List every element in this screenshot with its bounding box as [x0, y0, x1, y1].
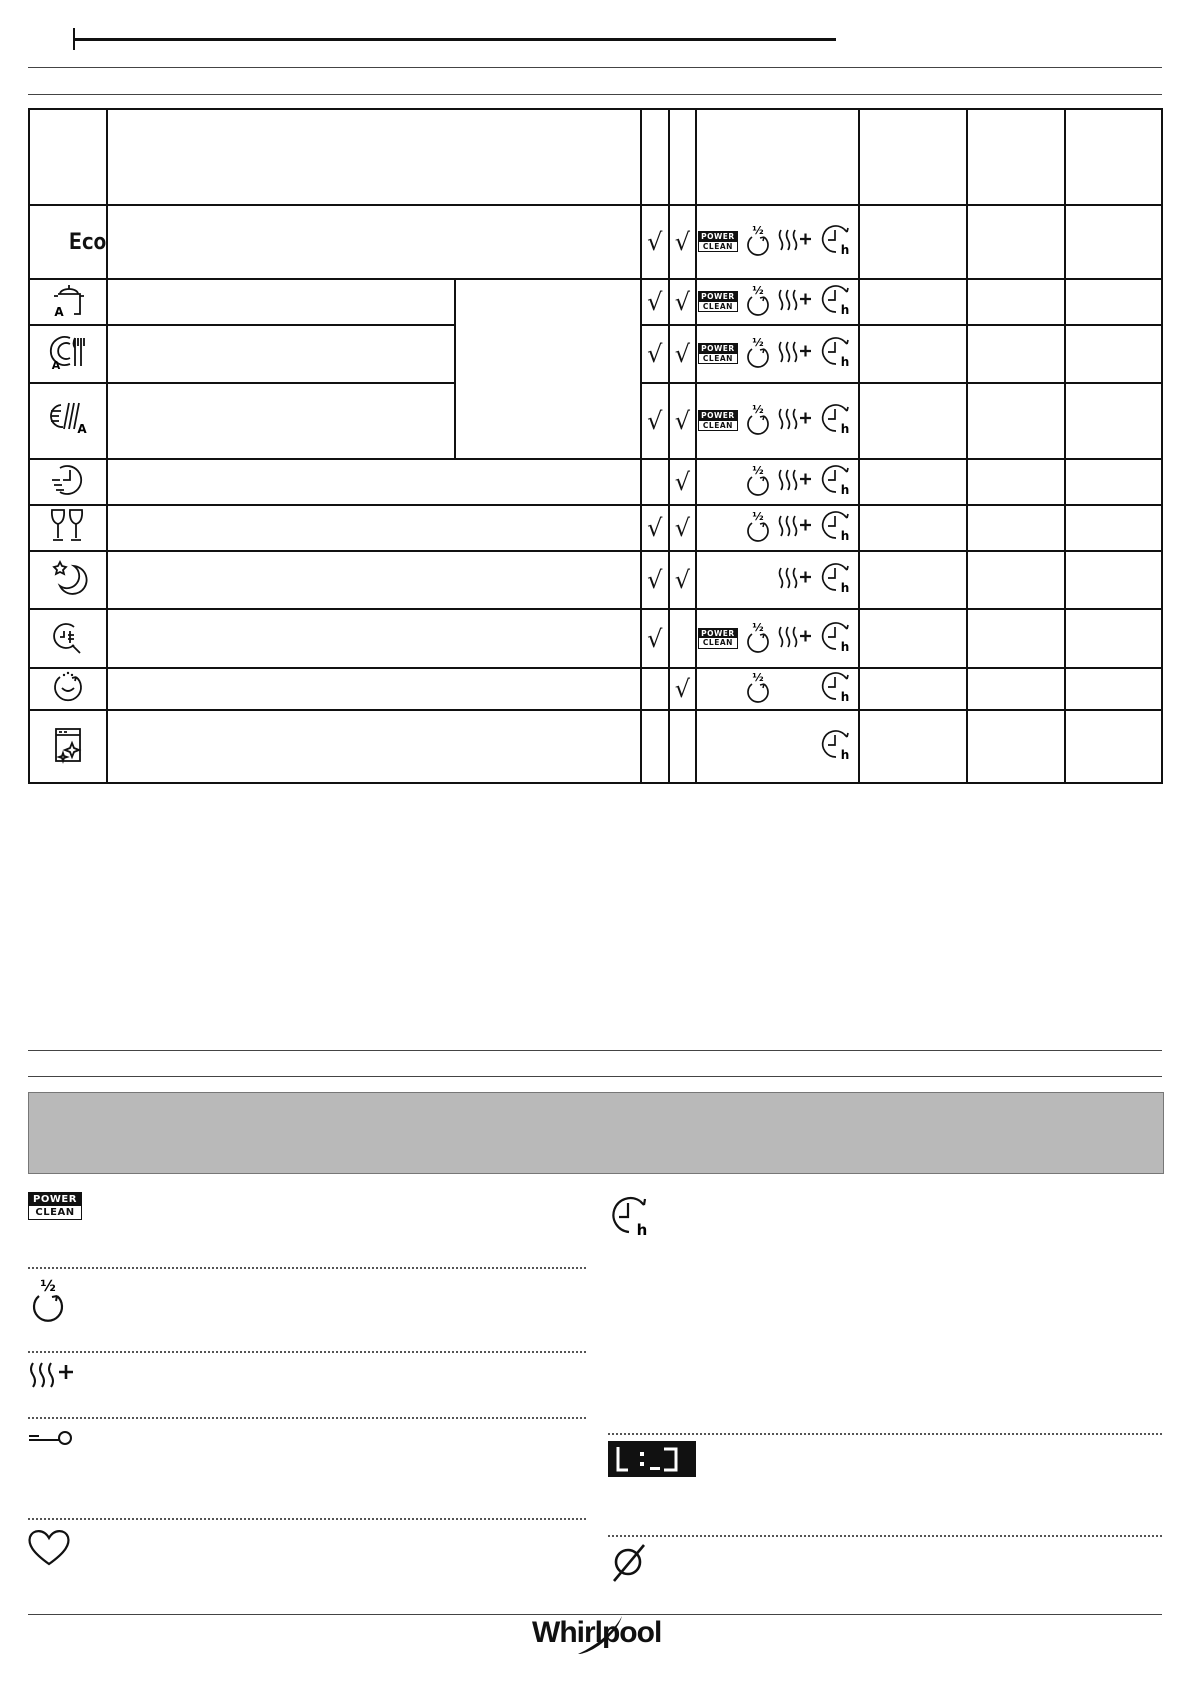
- svg-text:h: h: [840, 483, 850, 497]
- half-load-icon: [744, 402, 772, 436]
- half-load-icon: [744, 223, 772, 257]
- program-description-cell: [107, 668, 640, 710]
- check-cell: √: [641, 551, 669, 609]
- program-description-cell: [107, 325, 455, 383]
- value-cell: [859, 505, 967, 551]
- check-cell: √: [669, 668, 696, 710]
- check-cell: √: [641, 505, 669, 551]
- glasses-cutlery-auto-icon: [47, 399, 89, 439]
- rapid-search-icon: [48, 617, 88, 657]
- display-icon: [608, 1441, 696, 1481]
- value-cell: [1065, 205, 1163, 279]
- program-row: [29, 609, 1162, 668]
- program-icon-cell: [29, 551, 107, 609]
- dotted-separator: [28, 1417, 586, 1419]
- check-cell: √: [641, 325, 669, 383]
- check-cell: √: [641, 205, 669, 279]
- svg-text:h: h: [840, 355, 850, 369]
- delay-start-icon: [820, 335, 854, 369]
- dotted-separator: [28, 1518, 586, 1520]
- value-cell: [1065, 551, 1163, 609]
- header-cell: [641, 109, 669, 205]
- svg-text:½: ½: [752, 464, 764, 477]
- program-table: [28, 108, 1163, 784]
- options-cell: [696, 710, 859, 783]
- value-cell: [1065, 609, 1163, 668]
- check-cell: √: [669, 205, 696, 279]
- svg-text:½: ½: [752, 224, 764, 237]
- value-cell: [1065, 459, 1163, 505]
- wine-glasses-icon: [48, 506, 88, 546]
- value-cell: [859, 710, 967, 783]
- value-cell: [1065, 279, 1163, 325]
- header-cell: [29, 109, 107, 205]
- svg-text:h: h: [636, 1221, 648, 1239]
- value-cell: [967, 668, 1064, 710]
- svg-text:h: h: [840, 639, 850, 654]
- svg-text:A: A: [54, 305, 64, 319]
- header-cell: [967, 109, 1064, 205]
- power-clean-icon: POWER CLEAN: [698, 291, 738, 312]
- tablet-key-icon: [28, 1426, 76, 1452]
- delay-start-icon: [820, 463, 854, 497]
- dotted-separator: [608, 1433, 1162, 1435]
- header-cell: [107, 109, 640, 205]
- table-header-row: [29, 109, 1162, 205]
- section-divider: [28, 1050, 1162, 1051]
- program-icon-cell: [29, 609, 107, 668]
- heart-icon: [26, 1528, 72, 1572]
- dotted-separator: [608, 1535, 1162, 1537]
- value-cell: [967, 505, 1064, 551]
- delay-start-icon: [820, 402, 854, 436]
- program-row: [29, 279, 1162, 325]
- program-icon-cell: [29, 205, 107, 279]
- section-divider: [28, 94, 1162, 95]
- program-row: [29, 668, 1162, 710]
- power-clean-icon: POWER CLEAN: [698, 231, 738, 252]
- program-icon-cell: [29, 668, 107, 710]
- value-cell: [859, 205, 967, 279]
- options-cell: [696, 609, 859, 668]
- options-cell: [696, 325, 859, 383]
- svg-text:h: h: [840, 529, 850, 543]
- options-cell: [696, 668, 859, 710]
- half-load-icon: [744, 463, 772, 497]
- svg-text:½: ½: [40, 1277, 56, 1295]
- power-clean-icon: POWER CLEAN: [698, 628, 738, 649]
- program-row: [29, 205, 1162, 279]
- program-icon-cell: [29, 459, 107, 505]
- value-cell: [859, 279, 967, 325]
- check-cell: [669, 609, 696, 668]
- value-cell: [967, 325, 1064, 383]
- options-cell: [696, 205, 859, 279]
- check-cell: √: [669, 551, 696, 609]
- check-cell: √: [641, 383, 669, 459]
- header-cell: [1065, 109, 1163, 205]
- delay-start-icon: [820, 728, 854, 762]
- value-cell: [859, 459, 967, 505]
- check-cell: √: [669, 505, 696, 551]
- check-cell: [669, 710, 696, 783]
- program-description-cell: [107, 609, 640, 668]
- header-cell: [669, 109, 696, 205]
- half-load-icon: [744, 620, 772, 654]
- half-load-icon: [744, 509, 772, 543]
- check-cell: √: [669, 383, 696, 459]
- check-cell: √: [641, 279, 669, 325]
- extra-dry-icon: [777, 226, 815, 254]
- half-load-icon: [744, 335, 772, 369]
- daily-quick-icon: [48, 460, 88, 500]
- program-row: [29, 710, 1162, 783]
- extra-dry-icon: [777, 623, 815, 651]
- delay-start-icon: [820, 561, 854, 595]
- svg-text:½: ½: [752, 620, 764, 634]
- section-divider: [28, 1076, 1162, 1077]
- program-description-cell: [107, 505, 640, 551]
- svg-text:h: h: [840, 243, 850, 257]
- delay-start-icon: [820, 509, 854, 543]
- half-load-icon: [26, 1276, 70, 1326]
- value-cell: [1065, 710, 1163, 783]
- value-cell: [859, 551, 967, 609]
- delay-start-icon: [820, 283, 854, 317]
- program-icon-cell: [29, 505, 107, 551]
- svg-text:A: A: [51, 359, 61, 372]
- svg-text:h: h: [840, 581, 850, 595]
- program-row: [29, 459, 1162, 505]
- check-cell: √: [669, 459, 696, 505]
- value-cell: [967, 279, 1064, 325]
- whirlpool-logo: [532, 1616, 661, 1650]
- check-cell: √: [669, 279, 696, 325]
- program-icon-cell: [29, 279, 107, 325]
- svg-text:½: ½: [752, 510, 764, 523]
- self-clean-icon: [50, 725, 86, 765]
- svg-text:h: h: [840, 303, 850, 317]
- dotted-separator: [28, 1267, 586, 1269]
- svg-text:A: A: [77, 422, 87, 436]
- program-description-cell: [107, 205, 640, 279]
- header-cell: [696, 109, 859, 205]
- value-cell: [1065, 383, 1163, 459]
- value-cell: [1065, 505, 1163, 551]
- program-description-cell: [107, 383, 455, 459]
- options-cell: [696, 551, 859, 609]
- extra-dry-icon: [777, 286, 815, 314]
- night-moon-icon: [48, 558, 88, 598]
- delay-start-icon: [608, 1193, 654, 1243]
- power-clean-icon: POWER CLEAN: [698, 343, 738, 364]
- program-group-cell: [455, 279, 641, 459]
- extra-dry-icon: [777, 466, 815, 494]
- value-cell: [859, 668, 967, 710]
- value-cell: [859, 325, 967, 383]
- svg-text:h: h: [840, 747, 850, 762]
- extra-dry-icon: [777, 405, 815, 433]
- value-cell: [967, 205, 1064, 279]
- program-icon-cell: [29, 325, 107, 383]
- half-load-icon: [744, 670, 772, 704]
- check-cell: [641, 668, 669, 710]
- svg-text:½: ½: [752, 671, 764, 684]
- header-cell: [859, 109, 967, 205]
- program-icon-cell: [29, 710, 107, 783]
- options-cell: [696, 383, 859, 459]
- svg-text:h: h: [840, 690, 850, 704]
- delay-start-icon: [820, 670, 854, 704]
- program-row: [29, 551, 1162, 609]
- value-cell: [1065, 325, 1163, 383]
- power-clean-icon: POWER CLEAN: [28, 1192, 82, 1220]
- check-cell: [641, 459, 669, 505]
- pot-auto-icon: [48, 280, 88, 320]
- value-cell: [967, 383, 1064, 459]
- extra-dry-icon: [777, 564, 815, 592]
- svg-text:h: h: [840, 422, 850, 436]
- options-cell: [696, 505, 859, 551]
- extra-dry-icon: [28, 1358, 80, 1402]
- program-icon-cell: [29, 383, 107, 459]
- value-cell: [967, 710, 1064, 783]
- header-rule: [73, 38, 836, 41]
- dotted-separator: [28, 1351, 586, 1353]
- delay-start-icon: [820, 620, 854, 654]
- program-description-cell: [107, 279, 455, 325]
- brand-wordmark: Whirlpool: [532, 1616, 662, 1649]
- check-cell: √: [641, 609, 669, 668]
- extra-dry-icon: [777, 338, 815, 366]
- half-load-icon: [744, 283, 772, 317]
- prewash-icon: [50, 669, 86, 705]
- check-cell: √: [669, 325, 696, 383]
- section-divider: [28, 67, 1162, 68]
- svg-text:½: ½: [752, 336, 764, 349]
- svg-text:½: ½: [752, 403, 764, 416]
- check-cell: [641, 710, 669, 783]
- notice-box: [28, 1092, 1164, 1174]
- delay-start-icon: [820, 223, 854, 257]
- value-cell: [967, 459, 1064, 505]
- program-description-cell: [107, 710, 640, 783]
- disabled-icon: [608, 1542, 648, 1588]
- value-cell: [1065, 668, 1163, 710]
- power-clean-icon: POWER CLEAN: [698, 410, 738, 431]
- value-cell: [967, 551, 1064, 609]
- program-description-cell: [107, 551, 640, 609]
- value-cell: [967, 609, 1064, 668]
- options-cell: [696, 279, 859, 325]
- svg-text:½: ½: [752, 284, 764, 297]
- program-row: [29, 505, 1162, 551]
- options-cell: [696, 459, 859, 505]
- program-description-cell: [107, 459, 640, 505]
- eco-label: Eco: [68, 229, 106, 255]
- plate-cutlery-auto-icon: [48, 330, 88, 374]
- extra-dry-icon: [777, 512, 815, 540]
- value-cell: [859, 383, 967, 459]
- value-cell: [859, 609, 967, 668]
